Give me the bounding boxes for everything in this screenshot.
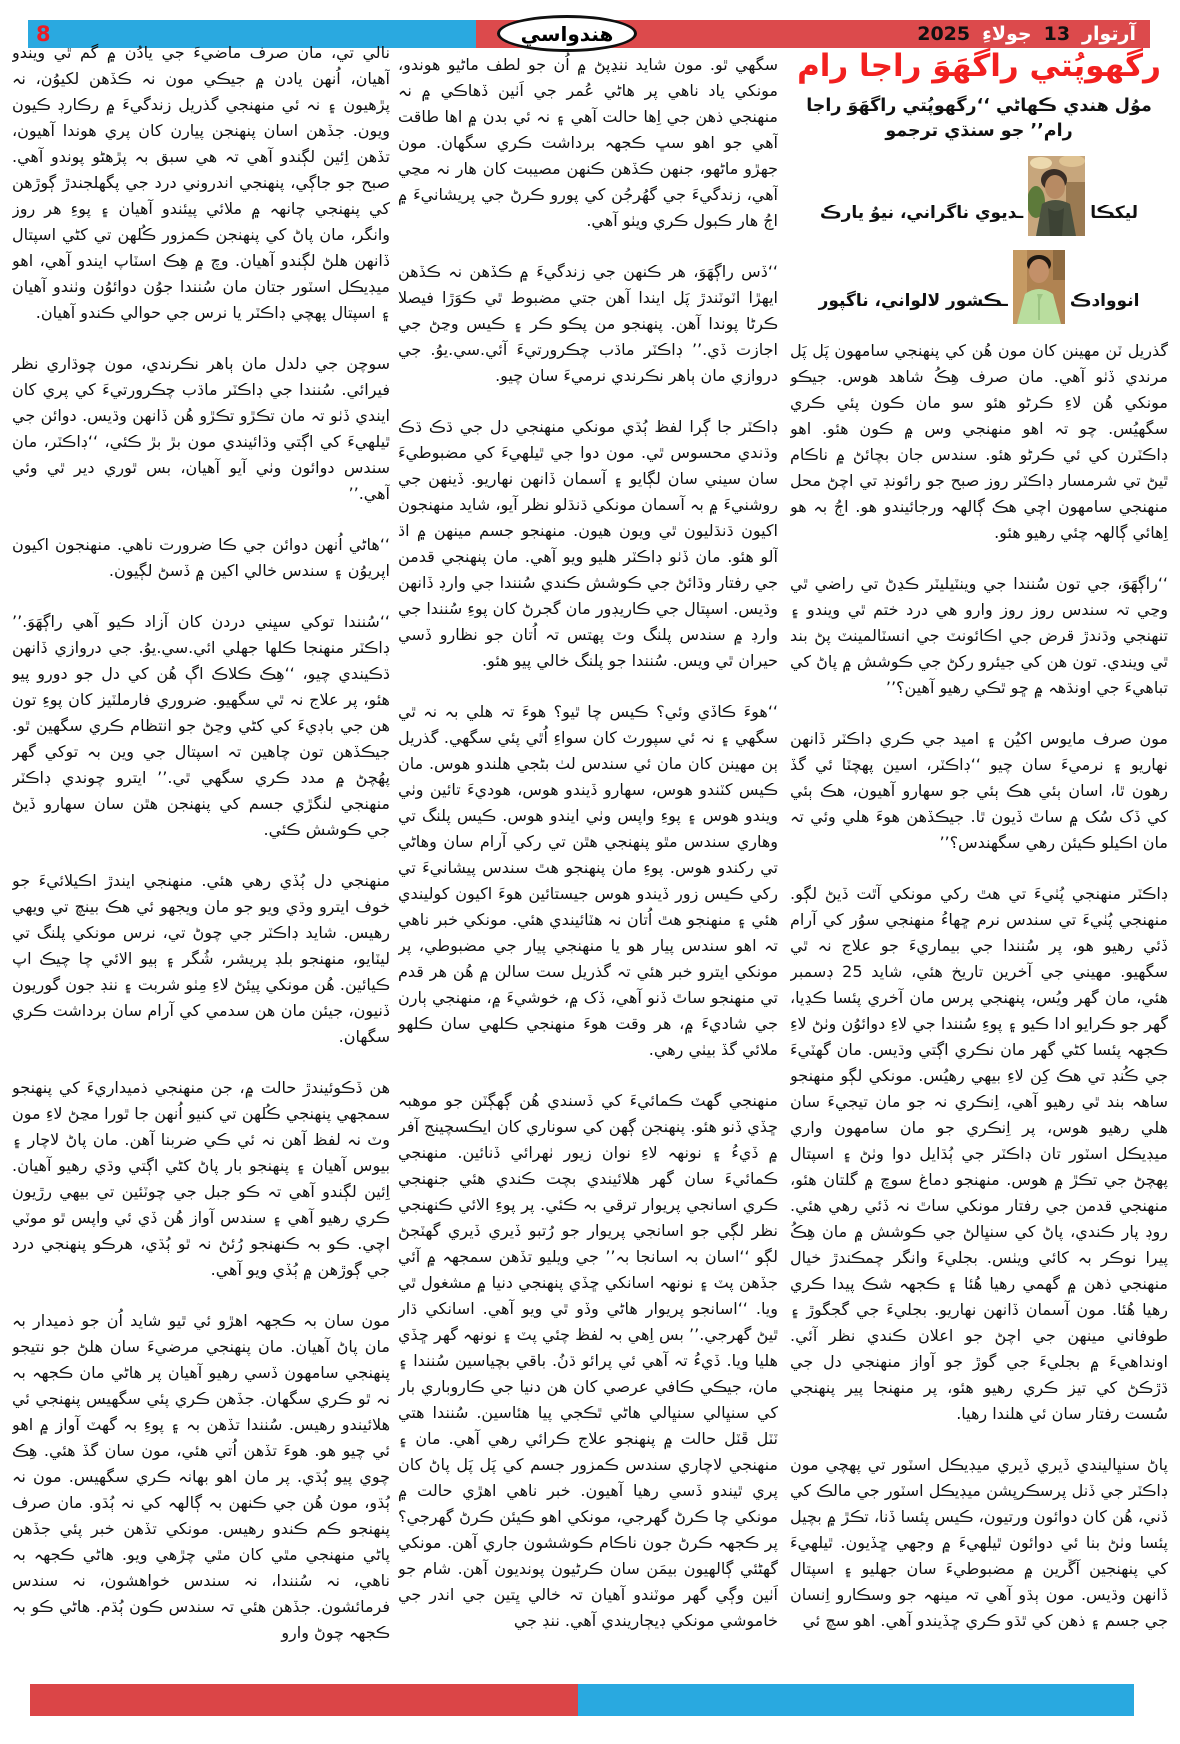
date-month: جولاءِ bbox=[982, 23, 1032, 45]
newspaper-logo bbox=[497, 15, 637, 52]
paragraph: نالي تي، مان صرف ماضيءَ جي يادُن ۾ گم ٿي ويندو آهيان، اُنهن يادن ۾ جيڪي مون نہ ڪڏهن لکيوُن، نہ پڙهيون ۽ نہ ئي منهنجي گذريل زندگيءَ ۾ رڪارڊ ڪيون ويون. جڏهن اسان پنهنجن پيارن کان پري هوندا آهيون، تڏهن اِئين لڳندو آهي تہ هي سبق بہ پڙهڻو پوندو آهي. صبح جو جاڳي، پنهنجي اندروني درد جي پگهلجندڙ ڳوڙهن کي پنهنجي چانهہ ۾ ملائي پيئندو آهيان ۽ پوءِ هر روز وانگر، مان پاڻ کي پنهنجن ڪمزور ڪُلهن تي کڻي اسپتال ڏانهن هلڻ لڳندو آهيان. وچ ۾ هِڪ اسٽاپ ايندو آهي، اهو ميڊيڪل اسٽور جتان مان سُنندا جوُن دوائوُن وٺندو آهيان ۽ اسپتال پهچي ڊاڪٽر يا نرس جي حوالي ڪندو آهيان. bbox=[12, 43, 390, 322]
paragraph: ‘‘هوءَ ڪاڏي وئي؟ ڪيس چا ٿيو؟ هوءَ تہ هلي بہ نہ ٿي سگهي ۽ نہ ئي سپورٽ کان سواءِ اُٿي پئي سگهي. گذريل ٻن مهينن کان مان ئي سندس لٺ بڻجي هلندو هوس. مان ڪيس کٽندو هوس، سهارو ڏيندو هوس، هوديءَ تائين وٺي ويندو هوس ۽ پوءِ واپس وٺي ايندو هوس. ڪيس پلنگ تي وهاري سندس مٿو پنهنجي هٿن تي رکي آرام سان وهاڻي تي رکندو هوس. پوءِ مان پنهنجو هٿ سندس پيشانيءَ تي رکي ڪيس زور ڏيندو هوس جيستائين هوءَ اکيون کوليندي هئي ۽ منهنجو هٿ اُتان نہ هٽائيندي هئي. مونکي خبر ناهي تہ اهو سندس پيار هو يا منهنجي پيار جي مضبوطي، پر مونکي ايترو خبر هئي تہ گذريل ست سالن ۾ هُن هر قدم تي منهنجو ساٿ ڏنو آهي، ڏک ۾، خوشيءَ ۾، منهنجي ٻارن جي شاديءَ ۾، هر وقت هوءَ منهنجي ڪلهي سان ڪلهو ملائي گڏ بيٺي رهي. bbox=[398, 702, 778, 1059]
writer-label: ليکڪا bbox=[1090, 203, 1139, 223]
paragraph: ‘‘ڏس راڳهَوَ، هر ڪنهن جي زندگيءَ ۾ ڪڏهن نہ ڪڏهن ايهڙا اٽوٽندڙ پَل ايندا آهن جتي مضبوط ٿي ڪوَڙا فيصلا ڪرڻا پوندا آهن. پنهنجو من پڪو ڪر ۽ ڪيس وڃڻ جي اجازت ڏي.’’ ڊاڪٽر ماڌب چڪرورتيءَ آئي.سي.يوُ. جي دروازي مان ٻاهر نڪرندي نرميءَ سان چيو. bbox=[398, 262, 778, 385]
date-day: 13 bbox=[1043, 23, 1071, 45]
paragraph: ‘‘هاڻي اُنهن دوائن جي ڪا ضرورت ناهي. منهنجون اکيون اپريوُن ۽ سندس خالي اکين ۾ ڏسڻ لڳيون. bbox=[12, 535, 390, 580]
paragraph: منهنجي دل ٻُڏي رهي هئي. منهنجي ايندڙ اڪيلائيءَ جو خوف ايترو وڌي ويو جو مان ويجهو ئي هڪ بينچ تي ويهي رهيس. شايد ڊاڪٽر جي چوڻ تي، نرس مونکي پلنگ تي ليٽايو، منهنجو بلڊ پريشر، شُگر ۽ ٻيو الائي چا چيڪ اپ ڪيائين. هُن مونکي پيئڻ لاءِ مِٺو شربت ۽ ننڊ جون گوريون ڏنيون، جيئن مان هن سدمي کي آرام سان برداشت ڪري سگهان. bbox=[12, 871, 390, 1046]
footer-blue-band bbox=[578, 1684, 1134, 1716]
paragraph: سوچن جي دلدل مان ٻاهر نڪرندي، مون چوڌاري نظر فيرائي. سُنندا جي ڊاڪٽر ماڌب چڪرورتيءَ کي پري کان ايندي ڏٺو تہ مان تڪڙو تڪڙو هُن ڏانهن وڌيس. دوائن جي ٿيلهيءَ کي اڳتي وڌائيندي مون بڙ بڙ ڪئي، ‘‘ڊاڪٽر، مان سندس دوائون وٺي آيو آهيان، بس ٿوري دير ٿي وئي آهي.’’ bbox=[12, 354, 390, 503]
issue-date bbox=[917, 22, 1136, 46]
paragraph: ڊاڪٽر جا ڳرا لفظ ٻُڌي مونکي منهنجي دل جي ڌڪ ڌڪ وڌندي محسوس ٿي. مون دوا جي ٿيلهيءَ کي مضبوطيءَ سان سيني سان لڳايو ۽ آسمان ڏانهن نهاريو. ڏينهن جي روشنيءَ ۾ بہ آسمان مونکي ڌنڌلو نظر آيو، شايد منهنجون اکيون ڌنڌليون ٿي ويون هيون. منهنجو جسم مينهن ۾ اڌ آلو هئو. مان ڏٺو ڊاڪٽر هليو ويو آهي. مان پنهنجي قدمن جي رفتار وڌائڻ جي ڪوشش ڪندي سُنندا جي وارڊ ڏانهن وڌيس. اسپتال جي ڪاريڊور مان گجرڻ کان پوءِ سُنندا جي وارڊ ۾ سندس پلنگ وٽ پهتس تہ اُتان جو نظارو ڏسي حيران ٿي ويس. سُنندا جو پلنگ خالي پيو هئو. bbox=[398, 417, 778, 670]
translator-label: انووادڪ bbox=[1069, 291, 1140, 311]
translator-credit-row bbox=[790, 250, 1168, 324]
paragraph: هن ڏڪوئيندڙ حالت ۾، جن منهنجي ذميداريءَ کي پنهنجو سمجهي پنهنجي ڪُلهن تي کنيو اُنهن جا ٿورا مڃڻ لاءِ مون وٽ نہ لفظ آهن نہ ئي ڪي ضربنا آهن. مان پاڻ لاچار ۽ بيوس آهيان ۽ پنهنجو بار پاڻ کڻي اڳتي وڌي رهيو آهيان. اِئين لڳندو آهي تہ ڪو جبل جي چوٽئين تي بيهي رڙيون ڪري رهيو آهي ۽ سندس آواز هُن ڏي ئي واپس ٿو موٽي اچي. ڪو بہ ڪنهنجو رُئڻ نہ ٿو ٻُڌي، هرڪو پنهنجي درد جي ڳوڙهن ۾ ٻُڏي ويو آهي. bbox=[12, 1078, 390, 1279]
column-right bbox=[790, 46, 1168, 1668]
column-left bbox=[12, 40, 390, 1668]
translator-photo bbox=[1013, 250, 1065, 324]
page-number: 8 bbox=[36, 22, 51, 46]
writer-credit-row bbox=[790, 156, 1168, 236]
date-weekday: آرتوار bbox=[1082, 23, 1136, 45]
paragraph: ‘‘سُنندا توکي سڀني دردن کان آزاد ڪيو آهي راڳهَوَ.’’ ڊاڪٽر منهنجا ڪلها جهلي ائي.سي.يوُ. جي دروازي ڏانهن ڌڪيندي چيو، ‘‘هِڪ ڪلاڪ اڳ هُن کي دل جو دورو پيو هئو، پر علاج نہ ٿي سگهيو. ضروري فارملٽيز کان پوءِ تون هن جي باڊيءَ کي کڻي وڃڻ جو انتظام ڪري سگهين ٿو. جيڪڏهن تون چاهين تہ اسپتال جي وين بہ توکي گهر پهُچڻ ۾ مدد ڪري سگهي ٿي.’’ ايترو چوندي ڊاڪٽر منهنجي لنگڙي جسم کي پنهنجن هٿن سان سهارو ڏيڻ جي ڪوشش ڪئي. bbox=[12, 612, 390, 839]
column-middle bbox=[398, 52, 778, 1668]
article-title: رگهوپُتي راگهَوَ راجا رام bbox=[797, 48, 1161, 84]
article-byline: موُل هندي ڪهاڻي ‘‘رگهوپُتي راگهَوَ راجا رام’’ جو سنڌي ترجمو bbox=[806, 96, 1152, 141]
translator-name: ـڪشور لالواني، ناگپور bbox=[818, 291, 1008, 311]
paragraph: منهنجي گهٽ ڪمائيءَ کي ڏسندي هُن ڳهڳٽن جو موهبہ ڇڏي ڏنو هئو. پنهنجن ڳهن کي سوناري کان ايڪسچينج آفر ۾ ڏيءُ ۽ نونهہ لاءِ نوان زيور ٺهرائي ڏنائين. منهنجي ڪمائيءَ سان گهر هلائيندي بچت ڪندي هئي جنهنجي ڪري اسانجي پريوار ترقي بہ ڪئي. پر پوءِ الائي ڪنهنجي نظر لڳي جو اسانجي پريوار جو رُتبو ڏيري ڏيري گهٽجڻ لڳو ‘‘اسان بہ اسانجا بہ’’ جي ويليو تڏهن سمجهہ ۾ آئي جڏهن پٽ ۽ نونهہ اسانکي ڇڏي پنهنجي دنيا ۾ مشغول ٿي ويا. ‘‘اسانجو پريوار هاڻي وڏو ٿي ويو آهي. اسانکي ڌار ٿيڻ گهرجي.’’ بس اِهي بہ لفظ چئي پٽ ۽ نونهہ گهر ڇڏي هليا ويا. ڏيءُ تہ آهي ئي پرائو ڌنُ. باقي بچياسين سُنندا ۽ مان، جيڪي ڪافي عرصي کان هن دنيا جي ڪاروباري بار کي سنڀالي سنڀالي هاڻي ٿڪجي پيا هئاسين. سُنندا هتي ٽٽل ڦٽل حالت ۾ پنهنجو علاج ڪرائي رهي آهي. مان ۽ منهنجي لاچاري سندس ڪمزور جسم کي پَل پَل پاڻ کان پري ٿيندو ڏسي رهيا آهيون. خبر ناهي اهڙي حالت ۾ مونکي چا ڪرڻ گهرجي، مونکي اهو ڪيئن ڪرڻ گهرجي؟ پر ڪجهہ ڪرڻ جون ناڪام ڪوششون جاري آهن. مونکي گهڻئي ڳالهيون بيمَن سان ڪرڻيون پونديون آهن. شام جو اَٺين وڳي گهر موٽندو آهيان تہ خالي ڀتين جي اندر جي خاموشي مونکي ڊيڄاريندي آهي. ننڊ جي bbox=[398, 1091, 778, 1630]
paragraph: پاڻ سنڀاليندي ڏيري ڏيري ميڊيڪل اسٽور تي پهچي مون ڊاڪٽر جي ڏنل پرسڪرپشن ميڊيڪل اسٽور جي مالڪ کي ڏني، هُن کان دوائون ورتيون، ڪيس پئسا ڏنا، تڪڙ ۾ بچيل پئسا وٺڻ بنا ئي دوائون ٿيلهيءَ ۾ وجهي ڇڏيون. ٿيلهيءَ کي پنهنجين آڱرين ۾ مضبوطيءَ سان جهليو ۽ اسپتال ڏانهن وڌيس. مون ٻڌو آهي تہ مينهہ جو وسڪارو اِنسان جي جسم ۽ ذهن کي ٿڌو ڪري ڇڏيندو آهي. اهو سچ ئي bbox=[790, 1455, 1168, 1630]
writer-photo bbox=[1028, 156, 1085, 236]
paragraph: مون سان بہ ڪجهہ اهڙو ئي ٿيو شايد اُن جو ذميدار بہ مان پاڻ آهيان. مان پنهنجي مرضيءَ سان هلڻ جو نتيجو پنهنجي سامهون ڏسي رهيو آهيان پر هاڻي مان ڪجهہ بہ نہ ٿو ڪري سگهان. جڏهن ڪري پئي سگهيس پنهنجي ئي هلائيندو رهيس. سُنندا تڏهن بہ ۽ پوءِ بہ گهٽ آواز ۾ اهو ئي چيو هو. هوءَ تڏهن اُتي هئي، مون سان گڏ هئي. هِڪ چوي پيو ٻُڌي. پر مان اهو بهانہ ڪري سگهيس. مون نہ ٻُڌو، مون هُن جي ڪنهن بہ ڳالهہ کي نہ ٻُڌو. مان صرف پنهنجو ڪم ڪندو رهيس. مونکي تڏهن خبر پئي جڏهن پاڻي منهنجي مٿي کان مٿي چڙهي ويو. هاڻي ڪجهہ بہ ناهي، نہ سُنندا، نہ سندس خواهشون، نہ سندس فرمائشون. جڏهن هئي تہ سندس ڪون ٻُڌم. هاڻي ڪو بہ ڪجهہ چوڻ وارو bbox=[12, 1311, 390, 1642]
paragraph: ڊاڪٽر منهنجي پُٺيءَ تي هٿ رکي مونکي آٿت ڏيڻ لڳو. منهنجي پُٺيءَ تي سندس نرم ڇهاءُ منهنجي سوُر کي آرام ڏئي رهيو هو، پر سُنندا جي بيماريءَ جو علاج نہ ٿي سگهيو. مهيني جي آخرين تاريخ هئي، شايد 25 ڊسمبر هئي، مان گهر ويُس، پنهنجي پرس مان آخري پئسا ڪڍيا، گهر جو ڪرايو ادا ڪيو ۽ پوءِ سُنندا جي لاءِ دوائوُن وٺڻ لاءِ ڪجهہ پئسا کڻي گهر مان نڪري اڳتي وڌيس. مان گهٽيءَ جي ڪُنڊ تي هڪ کِن لاءِ بيهي رهيُس. مونکي لڳو منهنجو ساهہ بند ٿي رهيو آهي، اِنڪري نہ جو مان تيجيءَ سان هلي رهيو هوس، پر اِنڪري جو مان سامهون واري ميڊيڪل اسٽور تان ڊاڪٽر جي ٻُڌايل دوا وٺڻ ۽ اسپتال پهچڻ جي تڪڙ ۾ هوس. منهنجو دماغ سوچ ۾ گلتان هئو، منهنجي قدمن جي رفتار مونکي ساٿ نہ ڏئي رهي هئي. روڊ پار ڪندي، پاڻ کي سنڀالڻ جي ڪوشش ۾ مان هِڪُ پيرا نوڪر بہ کائي ويٺس. بجليءَ وانگر چمڪندڙ خيال منهنجي ذهن ۾ گهمي رهيا هُئا ۽ ڪجهہ شڪ پيدا ڪري رهيا هُئا. مون آسمان ڏانهن نهاريو. بجليءَ جي گجگوڙ ۽ طوفاني مينهن جي اچڻ جو اعلان ڪندي نظر آئي. اونداهيءَ ۾ بجليءَ جي گوڙ جو آواز منهنجي دل جي ڌڙڪڻ کي تيز ڪري رهيو هئو، پر منهنجا پير پنهنجي سُست رفتار سان ئي هلندا رهيا. bbox=[790, 884, 1168, 1423]
paragraph: مون صرف مايوس اکيُن ۽ اميد جي ڪري ڊاڪٽر ڏانهن نهاريو ۽ نرميءَ سان چيو ‘‘ڊاڪٽر، اسين پهچٽا ئي گڏ رهون ٿا، اسان ٻئي هڪ ٻئي جو سهارو آهيون، هڪ ٻئي کي ڏک سُک ۾ ساٿ ڏيون ٿا. جيڪڏهن هوءَ هلي وئي تہ مان اڪيلو ڪيئن رهي سگهندس؟’’ bbox=[790, 729, 1168, 852]
paragraph: گذريل ٽن مهينن کان مون هُن کي پنهنجي سامهون پَل پَل مرندي ڏٺو آهي. مان صرف هِڪُ شاهد هوس. جيڪو مونکي هُن لاءِ ڪرڻو هئو سو مان ڪون پئي ڪري سگهيُس. چو تہ اهو منهنجي وس ۾ ڪون هئو. اهو ڊاڪٽرن کي ئي ڪرڻو هئو. سندس جان بچائڻ ۾ ناڪام ٿيڻ تي شرمسار ڊاڪٽر روز صبح جو رائونڊ تي اچڻ محل منهنجي سامهون اچي هڪ ڳالهہ ورجائيندو هو. اڄُ بہ هو اِهائي ڳالهہ چئي رهيو هئو. bbox=[790, 341, 1168, 542]
date-year: 2025 bbox=[917, 23, 971, 45]
paragraph: سگهي ٿو. مون شايد ننڍپڻ ۾ اُن جو لطف ماڻيو هوندو، مونکي ياد ناهي پر هاڻي عُمر جي اَٺين ڏهاڪي ۾ نہ منهنجي ذهن جي اِها حالت آهي ۽ نہ ئي بدن ۾ اها طاقت آهي جو اهو سڀ ڪجهہ برداشت ڪري سگهان. مون جهڙو ماڻهو، جنهن ڪڏهن ڪنهن مصيبت کان هار نہ مڃي آهي، زندگيءَ جي گهُرجُن کي پورو ڪرڻ جي پريشانيءَ ۾ اڄُ هار ڪبول ڪري ويٺو آهي. bbox=[398, 55, 778, 230]
paragraph: ‘‘راڳهَوَ، جي تون سُنندا جي وينٽيليٽر ڪڍڻ تي راضي ٿي وڃي تہ سندس روز روز وارو هي درد ختم ٿي ويندو ۽ تنهنجي وڌندڙ قرض جي اڪائونٽ جي انسٽالمينٽ پڻ بند ٿي ويندي. تون هن کي جيئرو رکڻ جي ڪوشش ۾ پاڻ کي تباهيءَ جي اونڌهہ ۾ ڇو ٿڪي رهيو آهين؟’’ bbox=[790, 574, 1168, 697]
logo-text: هندواسي bbox=[520, 21, 614, 46]
writer-name: ـديوي ناگراني، نيوُ يارڪ bbox=[819, 203, 1024, 223]
footer-red-band bbox=[30, 1684, 578, 1716]
